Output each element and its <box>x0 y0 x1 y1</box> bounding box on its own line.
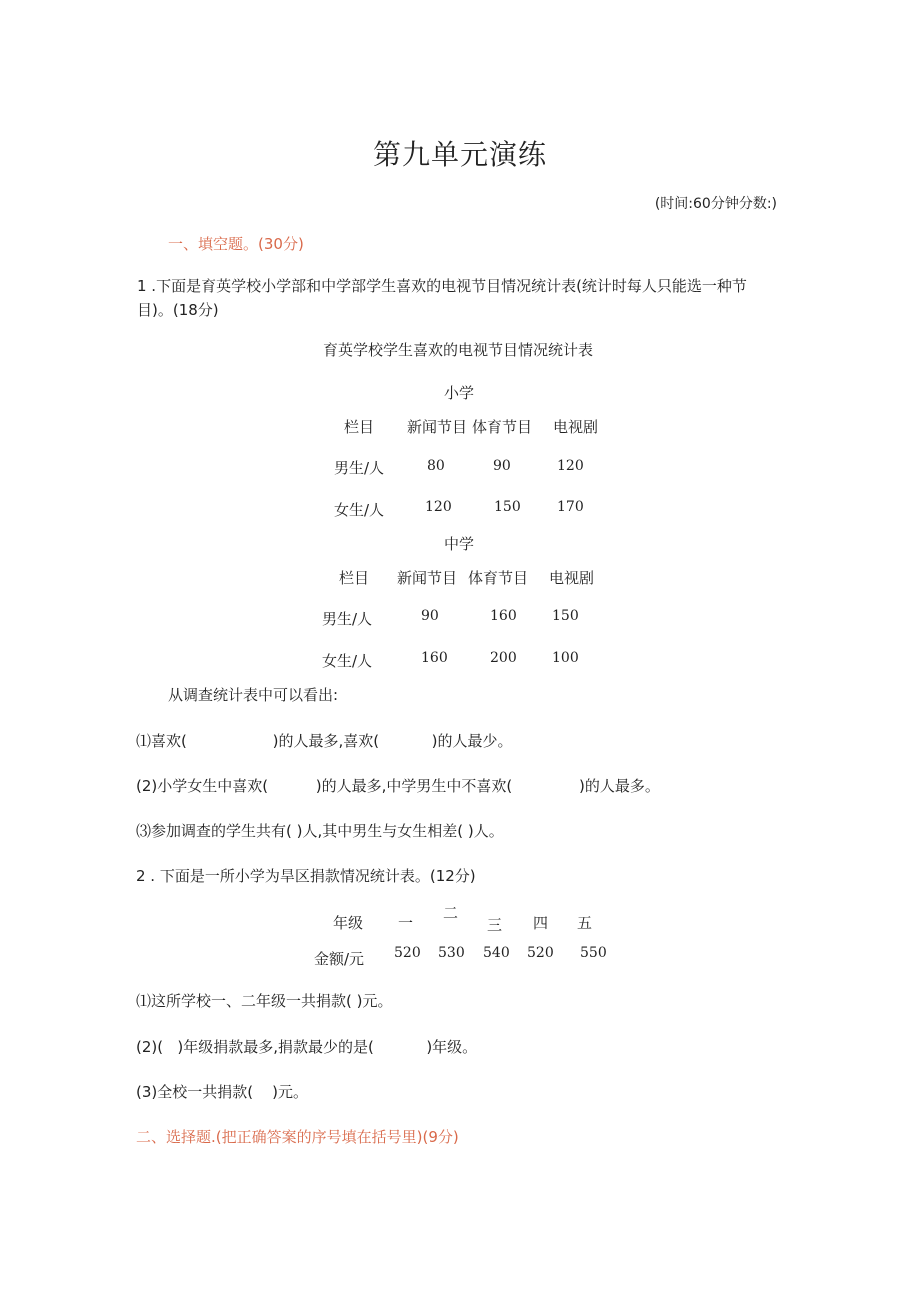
middle-header-drama: 电视剧 <box>549 569 595 587</box>
middle-boys-drama: 150 <box>552 608 579 624</box>
middle-girls-sports: 200 <box>490 650 517 666</box>
q1-sub2: (2)小学女生中喜欢( )的人最多,中学男生中不喜欢( )的人最多。 <box>136 777 660 795</box>
primary-header-sports: 体育节目 <box>472 418 533 436</box>
primary-girls-news: 120 <box>425 499 452 515</box>
table-title: 育英学校学生喜欢的电视节目情况统计表 <box>322 341 593 359</box>
primary-boys-news: 80 <box>427 458 445 474</box>
middle-boys-news: 90 <box>421 608 439 624</box>
middle-row-boys-label: 男生/人 <box>322 610 373 628</box>
amount-grade-5: 550 <box>580 945 607 961</box>
grade-5: 五 <box>577 914 593 932</box>
q2-sub2: (2)( )年级捐款最多,捐款最少的是( )年级。 <box>136 1038 478 1056</box>
middle-school-label: 中学 <box>444 535 475 553</box>
middle-girls-drama: 100 <box>552 650 579 666</box>
q2-sub1: ⑴这所学校一、二年级一共捐款( )元。 <box>136 992 393 1010</box>
primary-header-column: 栏目 <box>344 418 375 436</box>
amount-grade-3: 540 <box>483 945 510 961</box>
middle-header-column: 栏目 <box>339 569 370 587</box>
q1-sub3: ⑶参加调查的学生共有( )人,其中男生与女生相差( )人。 <box>136 822 504 840</box>
q1-sub1: ⑴喜欢( )的人最多,喜欢( )的人最少。 <box>136 732 513 750</box>
middle-row-girls-label: 女生/人 <box>322 652 373 670</box>
primary-boys-sports: 90 <box>493 458 511 474</box>
q1-text-line2: 目)。(18分) <box>137 301 219 319</box>
primary-header-news: 新闻节目 <box>407 418 468 436</box>
q1-text-line1: 1 .下面是育英学校小学部和中学部学生喜欢的电视节目情况统计表(统计时每人只能选一种节 <box>137 277 747 295</box>
exam-meta: (时间:60分钟分数:) <box>654 196 777 212</box>
page-title: 第九单元演练 <box>372 138 547 171</box>
grade-4: 四 <box>533 914 549 932</box>
amount-grade-4: 520 <box>527 945 554 961</box>
middle-header-sports: 体育节目 <box>468 569 529 587</box>
grade-2: 二 <box>443 904 459 922</box>
middle-header-news: 新闻节目 <box>397 569 458 587</box>
middle-girls-news: 160 <box>421 650 448 666</box>
primary-boys-drama: 120 <box>557 458 584 474</box>
grade-3: 三 <box>487 916 503 934</box>
primary-row-boys-label: 男生/人 <box>334 459 385 477</box>
primary-girls-sports: 150 <box>494 499 521 515</box>
grade-1: 一 <box>398 914 414 932</box>
grade-label: 年级 <box>333 914 364 932</box>
amount-label: 金额/元 <box>314 950 365 968</box>
q1-lead: 从调查统计表中可以看出: <box>168 686 339 704</box>
primary-school-label: 小学 <box>444 384 475 402</box>
amount-grade-2: 530 <box>438 945 465 961</box>
primary-row-girls-label: 女生/人 <box>334 501 385 519</box>
primary-header-drama: 电视剧 <box>553 418 599 436</box>
q2-sub3: (3)全校一共捐款( )元。 <box>136 1083 309 1101</box>
primary-girls-drama: 170 <box>557 499 584 515</box>
section-1-heading: 一、填空题。(30分) <box>168 235 304 253</box>
middle-boys-sports: 160 <box>490 608 517 624</box>
amount-grade-1: 520 <box>394 945 421 961</box>
section-2-heading: 二、选择题.(把正确答案的序号填在括号里)(9分) <box>136 1128 459 1146</box>
q2-text: 2 . 下面是一所小学为旱区捐款情况统计表。(12分) <box>136 867 476 885</box>
